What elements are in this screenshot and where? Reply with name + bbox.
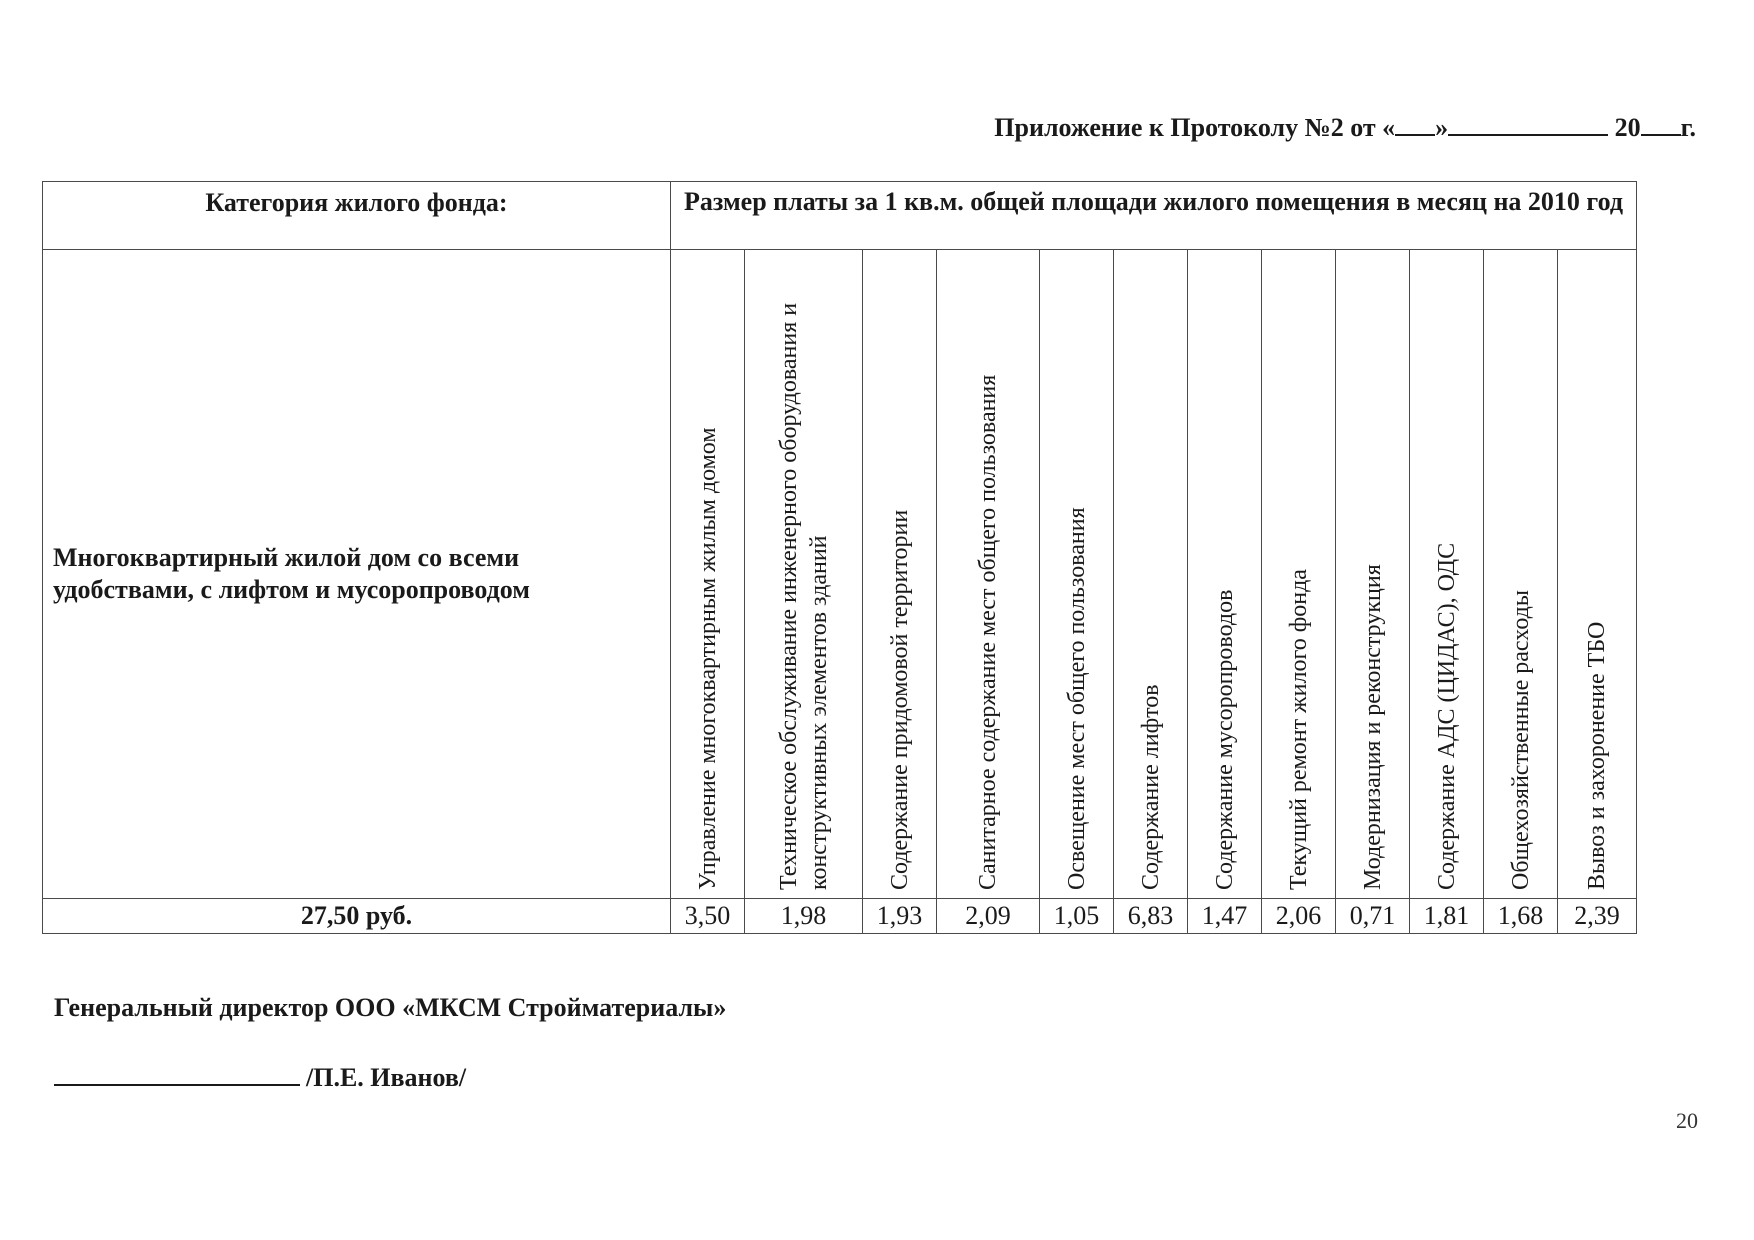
value-current-repair: 2,06 [1262,899,1336,934]
value-lighting: 1,05 [1040,899,1114,934]
month-blank [1448,112,1608,136]
value-territory: 1,93 [863,899,937,934]
signature-line [54,1060,466,1093]
value-technical-maintenance: 1,98 [745,899,863,934]
year-blank [1641,112,1681,136]
heading-prefix: Приложение к Протоколу №2 от « [994,113,1396,142]
page-number: 20 [1676,1108,1698,1133]
heading-suffix: г. [1680,113,1696,142]
service-waste-removal: Вывоз и захоронение ТБО [1558,250,1637,899]
appendix-heading [994,112,1696,143]
signature-blank [54,1060,300,1086]
heading-year-prefix: 20 [1614,113,1641,142]
value-garbage-chutes: 1,47 [1188,899,1262,934]
service-technical-maintenance: Техническое обслуживание инженерного оборудования и конструктивных элементов зданий [745,250,863,899]
day-blank [1395,112,1435,136]
value-general-expenses: 1,68 [1484,899,1558,934]
value-waste-removal: 2,39 [1558,899,1637,934]
service-elevators: Содержание лифтов [1114,250,1188,899]
value-elevators: 6,83 [1114,899,1188,934]
service-management: Управление многоквартирным жилым домом [671,250,745,899]
fee-size-header: Размер платы за 1 кв.м. общей площади жилого помещения в месяц на 2010 год [671,182,1637,250]
service-garbage-chutes: Содержание мусоропроводов [1188,250,1262,899]
value-ads: 1,81 [1410,899,1484,934]
total-fee: 27,50 руб. [43,899,671,934]
service-territory: Содержание придомовой территории [863,250,937,899]
service-ads: Содержание АДС (ЦИДАС), ОДС [1410,250,1484,899]
services-row [43,250,1637,899]
service-modernization: Модернизация и реконструкция [1336,250,1410,899]
service-current-repair: Текущий ремонт жилого фонда [1262,250,1336,899]
signer-title: Генеральный директор ООО «МКСМ Стройматериалы» [54,993,727,1022]
header-row [43,182,1637,250]
heading-mid: » [1435,113,1449,142]
values-row [43,899,1637,934]
service-sanitary: Санитарное содержание мест общего пользования [937,250,1040,899]
value-management: 3,50 [671,899,745,934]
value-sanitary: 2,09 [937,899,1040,934]
tariff-table [42,181,1637,934]
service-general-expenses: Общехозяйственные расходы [1484,250,1558,899]
service-lighting: Освещение мест общего пользования [1040,250,1114,899]
value-modernization: 0,71 [1336,899,1410,934]
signer-name: /П.Е. Иванов/ [306,1063,467,1092]
category-name: Многоквартирный жилой дом со всеми удобствами, с лифтом и мусоропроводом [43,250,671,899]
category-header: Категория жилого фонда: [43,182,671,250]
